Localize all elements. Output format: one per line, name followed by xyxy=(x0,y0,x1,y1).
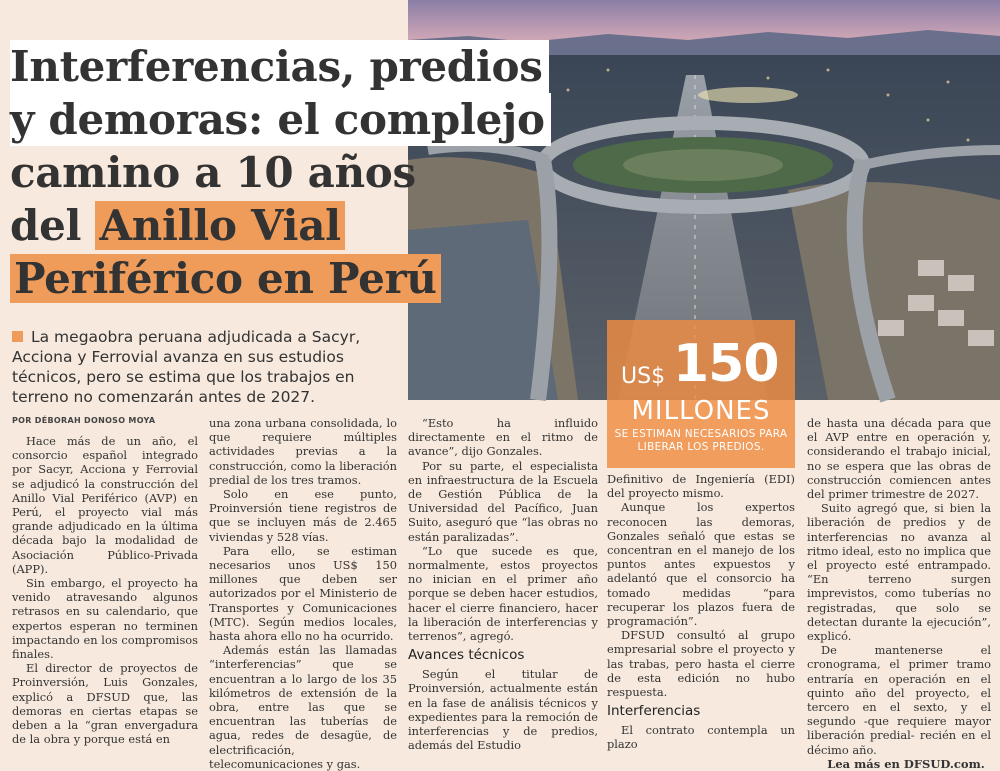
paragraph: “Lo que sucede es que, normalmente, estos proyectos no inician en el primer año porque se deben hacer estudios, hacer el cierre financiero, hacer la liberación de interferencias y terrenos”, agregó. xyxy=(408,543,598,644)
headline-line-3: camino a 10 años xyxy=(10,148,416,197)
paragraph: Además están las llamadas “interferencias” que se encuentran a lo largo de los 35 kilómetros de extensión de la obra, entre las que se encuentran las tuberías de agua, redes de desagüe, de electrificación, telecomunicaciones y gas. xyxy=(209,643,397,771)
article-lead xyxy=(12,327,372,407)
headline-line-4-plain: del xyxy=(10,201,96,250)
callout-unit: MILLONES xyxy=(631,396,771,426)
paragraph: Aunque los expertos reconocen las demoras, Gonzales señaló que estas se concentran en el manejo de los puntos antes expuestos y adelantó que el consorcio ha tomado medidas “para recuperar los plazos fuera de programación”. xyxy=(607,500,795,629)
callout-currency: US$ xyxy=(621,364,666,389)
bullet-square-icon xyxy=(12,331,23,342)
headline-highlight-2: Periférico en Perú xyxy=(10,254,441,303)
subheading-interferencias: Interferencias xyxy=(607,703,701,720)
headline-highlight-1: Anillo Vial xyxy=(95,201,344,250)
headline-line-2: y demoras: el complejo xyxy=(10,93,551,146)
article-column-5 xyxy=(807,416,991,771)
paragraph: Para ello, se estiman necesarios unos US$ 150 millones que deben ser autorizados por el Ministerio de Transportes y Comunicaciones (MTC). Según medios locales, hasta ahora ello no ha ocurrido. xyxy=(209,543,397,644)
paragraph: Suito agregó que, si bien la liberación de predios y de interferencias no avanza al ritmo ideal, esto no implica que el proyecto esté entrampado. “En terreno surgen imprevistos, como tuberías no registradas, que solo se detectan durante la ejecución”, explicó. xyxy=(807,501,991,644)
headline-line-1: Interferencias, predios xyxy=(10,40,549,93)
paragraph: Sin embargo, el proyecto ha venido atravesando algunos retrasos en su calendario, que expertos esperan no terminen impactando en los compromisos finales. xyxy=(12,576,198,662)
callout-amount: 150 xyxy=(673,334,779,394)
paragraph: De mantenerse el cronograma, el primer tramo entraría en operación en el quinto año del proyecto, el tercero en el sexto, y el segundo -que requiere mayor liberación predial- recién en el décimo año. xyxy=(807,643,991,757)
paragraph: de hasta una década para que el AVP entre en operación y, considerando el trabajo inicial, no se espera que las obras de construcción comiencen antes del primer trimestre de 2027. xyxy=(807,416,991,502)
article-headline xyxy=(10,40,545,305)
article-column-3 xyxy=(408,416,598,752)
paragraph: El director de proyectos de Proinversión, Luis Gonzales, explicó a DFSUD que, las demoras en ciertas etapas se deben a la “gran envergadura de la obra y porque está en xyxy=(12,661,198,747)
article-column-2 xyxy=(209,416,397,771)
paragraph: “Esto ha influido directamente en el ritmo de avance”, dijo Gonzales. xyxy=(408,416,598,459)
lead-text: La megaobra peruana adjudicada a Sacyr, Acciona y Ferrovial avanza en sus estudios técnicos, pero se estima que los trabajos en terreno no comenzarán antes de 2027. xyxy=(12,328,361,406)
paragraph: Según el titular de Proinversión, actualmente están en la fase de análisis técnicos y expedientes para la remoción de interferencias y de predios, además del Estudio xyxy=(408,667,598,753)
paragraph: una zona urbana consolidada, lo que requiere múltiples actividades previas a la construcción, como la liberación predial de los tres tramos. xyxy=(209,416,397,487)
stat-callout xyxy=(607,320,795,468)
paragraph: El contrato contempla un plazo xyxy=(607,723,795,752)
paragraph: Por su parte, el especialista en infraestructura de la Escuela de Gestión Pública de la Universidad del Pacífico, Juan Suito, aseguró que “las obras no están paralizadas”. xyxy=(408,458,598,544)
paragraph: Definitivo de Ingeniería (EDI) del proyecto mismo. xyxy=(607,472,795,501)
article-column-1 xyxy=(12,434,198,746)
paragraph: Solo en ese punto, Proinversión tiene registros de que se incluyen más de 2.465 viviendas y 528 vías. xyxy=(209,487,397,544)
paragraph: Hace más de un año, el consorcio español integrado por Sacyr, Acciona y Ferrovial se adjudicó la construcción del Anillo Vial Periférico (AVP) en Perú, el proyecto vial más grande adjudicado en la última década bajo la modalidad de Asociación Público-Privada (APP). xyxy=(12,434,198,576)
article-column-4 xyxy=(607,472,795,752)
callout-note: SE ESTIMAN NECESARIOS PARA LIBERAR LOS PREDIOS. xyxy=(614,428,788,453)
read-more-link[interactable]: Lea más en DFSUD.com. xyxy=(827,756,985,771)
subheading-avances: Avances técnicos xyxy=(408,647,525,664)
paragraph: DFSUD consultó al grupo empresarial sobre el proyecto y las trabas, pero hasta el cierre de esta edición no hubo respuesta. xyxy=(607,628,795,700)
byline: POR DÉBORAH DONOSO MOYA xyxy=(12,416,156,425)
